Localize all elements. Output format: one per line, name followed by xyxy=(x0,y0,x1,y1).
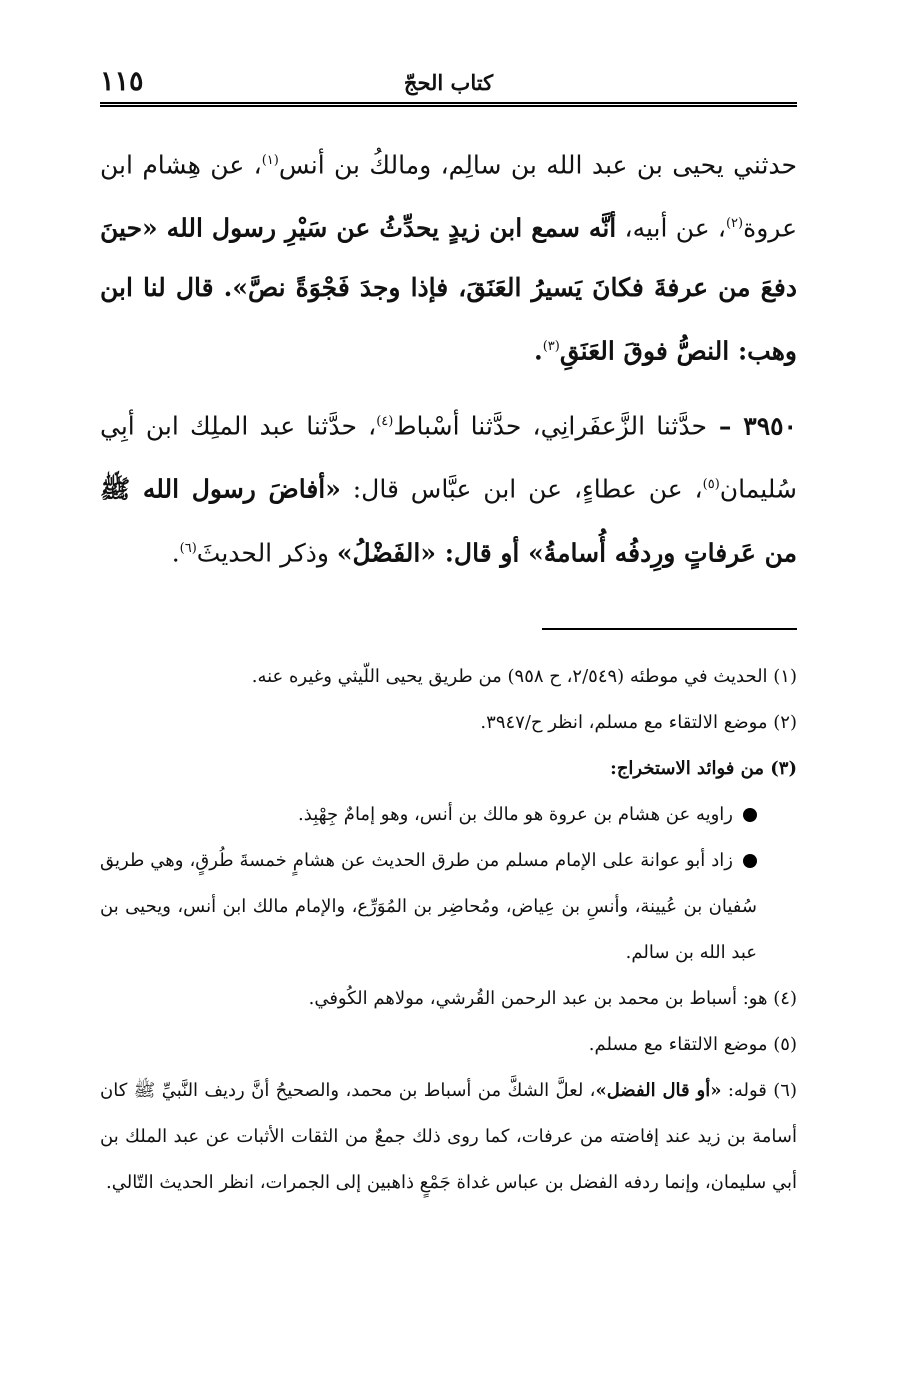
chapter-title: كتاب الحجّ xyxy=(403,70,494,95)
footnote-bullet xyxy=(100,792,797,838)
footnote: (٥) موضع الالتقاء مع مسلم. xyxy=(588,1033,797,1055)
footnote-bullet xyxy=(100,838,797,976)
footnote: (٢) موضع الالتقاء مع مسلم، انظر ح/٣٩٤٧. xyxy=(480,711,797,733)
bullet-icon xyxy=(743,854,757,868)
bold-text: ٣٩٥٠ – xyxy=(706,411,797,441)
text-run: وذكر الحديثَ xyxy=(196,537,337,567)
bullet-text: راويه عن هشام بن عروة هو مالك بن أنس، وهو إمامٌ جِهْبِذ. xyxy=(298,803,733,825)
footnote-bold-quote: «أو قال الفضل» xyxy=(595,1079,722,1101)
page xyxy=(100,62,797,1373)
footnote-ref: (٢) xyxy=(725,216,744,232)
text-run: حدَّثنا الزَّعفَرانِي، حدَّثنا أسْباط xyxy=(393,411,707,441)
bullet-text: زاد أبو عوانة على الإمام مسلم من طرق الحديث عن هشامٍ خمسةَ طُرقٍ، وهي طريق سُفيان بن عُيينة، وأنسِ بن عِياض، ومُحاضِر بن المُوَرِّع، والإمام مالك ابن أنس، ويحيى بن عبد الله بن سالم. xyxy=(100,849,757,963)
bold-text: أنَّه سمع ابن زيدٍ يحدِّثُ عن سَيْرِ رسول الله «حينَ دفعَ من عرفةَ فكانَ يَسيرُ العَنَقَ، فإذا وجدَ فَجْوَةً نصَّ». قال لنا ابن وهب: النصُّ فوقَ العَنَقِ xyxy=(100,213,797,365)
text-run: . xyxy=(171,537,180,567)
page-number: ١١٥ xyxy=(100,66,144,97)
footnote-prefix: (٦) قوله: xyxy=(721,1079,797,1101)
text-run: ، حدَّثنا عبد الملِك ابن أبِي سُليمان xyxy=(100,411,797,504)
footnote-ref: (٤) xyxy=(376,413,394,429)
bold-text: . xyxy=(533,335,543,365)
footnotes xyxy=(100,654,797,1206)
text-run: ، عن عطاءٍ، عن ابن عبَّاس قال: xyxy=(340,474,703,504)
footnote-divider xyxy=(542,628,797,630)
bullet-icon xyxy=(743,808,757,822)
hadith-paragraph xyxy=(100,131,797,380)
bold-text: «أفاضَ رسول الله ﷺ من عَرفاتٍ ورِدفُه أُسامةُ» أو قال: «الفَضْلُ» xyxy=(100,474,797,567)
footnote: (١) الحديث في موطئه (٢/٥٤٩، ح ٩٥٨) من طريق يحيى اللّيثي وغيره عنه. xyxy=(251,665,797,687)
footnote: (٤) هو: أسباط بن محمد بن عبد الرحمن القُرشي، مولاهم الكُوفي. xyxy=(308,987,797,1009)
footnote-ref: (٣) xyxy=(542,338,560,354)
footnote-heading: (٣) من فوائد الاستخراج: xyxy=(610,757,797,779)
text-run: حدثني يحيى بن عبد الله بن سالِم، ومالكُ بن أنس xyxy=(278,150,798,180)
main-text xyxy=(100,131,797,582)
text-run: ، عن أبيه، xyxy=(616,213,726,243)
text-run: ، عن هِشام ابن عروة xyxy=(100,150,797,243)
footnote-ref: (٥) xyxy=(702,477,720,493)
footnote-ref: (١) xyxy=(261,153,279,168)
footnote-body: ، لعلَّ الشكَّ من أسباط بن محمد، والصحيحُ أنَّ رديف النَّبيِّ ﷺ كان أسامة بن زيد عند إفاضته من عرفات، كما روى ذلك جمعٌ من الثقات الأثبات عن عبد الملك بن أبي سليمان، وإنما ردفه الفضل بن عباس غداة جَمْعٍ ذاهبين إلى الجمرات، انظر الحديث التّالي. xyxy=(100,1079,797,1193)
page-header xyxy=(100,62,797,107)
footnote-ref: (٦) xyxy=(179,540,197,556)
hadith-paragraph xyxy=(100,392,797,582)
footnote xyxy=(100,1068,797,1206)
